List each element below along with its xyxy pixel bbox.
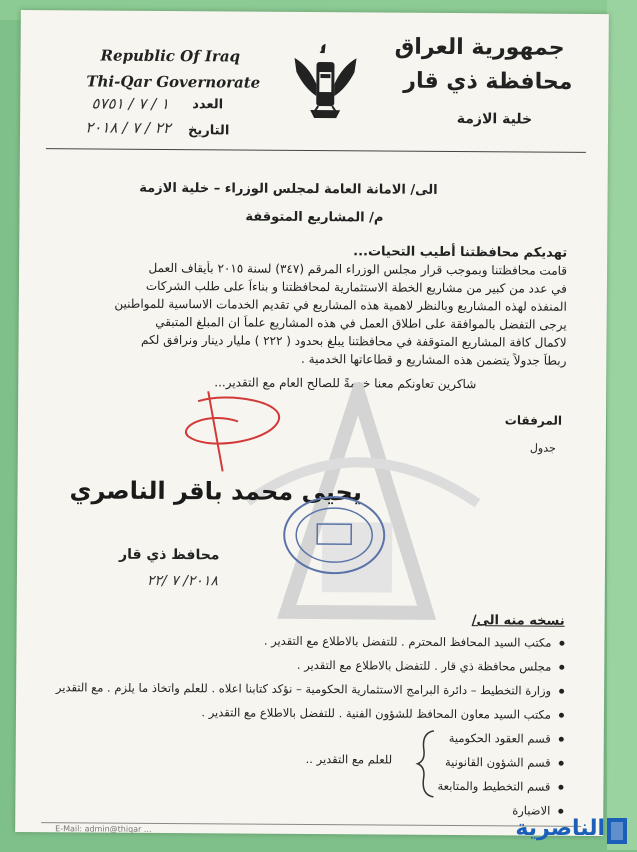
attachments-label: المرفقات — [504, 413, 563, 428]
body-line: في عدد من كبير من مشاريع الخطة الاستثمارية لمحافظتنا و بناءاً على طلب الشركات — [145, 278, 567, 296]
news-site-logo — [515, 814, 631, 848]
body-line: ربطاً جدولاً يتضمن هذه المشاريع و قطاعاتها الخدمية . — [301, 351, 567, 368]
header-en-governorate: Thi-Qar Governorate — [86, 72, 261, 92]
letter-subject: م/ المشاريع المتوقفة — [245, 209, 384, 226]
body-line: يرجى التفضل بالموافقة على اطلاق العمل في هذه المشاريع علماً ان المبلغ المتبقي — [155, 314, 567, 332]
iraq-eagle-emblem-icon — [290, 38, 361, 128]
copy-group-item: الاضبارة — [512, 803, 563, 817]
copy-group-item: قسم الشؤون القانونية — [445, 755, 564, 770]
footer-email: E-Mail: admin@thiqar ... — [55, 824, 152, 834]
document-page — [15, 10, 609, 836]
copies-heading: نسخه منه الى/ — [471, 613, 565, 629]
header-ar-governorate: محافظة ذي قار — [403, 68, 573, 95]
signature-date: ٢٠١٨/ ٧ /٢٢ — [146, 572, 218, 590]
copy-group-item: قسم التخطيط والمتابعة — [437, 779, 563, 794]
body-line: المنفذه لهذه المشاريع وبالنظر لاهمية هذه المشاريع في تقديم الخدمات الاساسية للمواطنين — [114, 296, 567, 314]
number-label: العدد — [192, 97, 224, 113]
copy-recipient-item: مكتب السيد معاون المحافظ للشؤون الفنية . للتفضل بالاطلاع مع التقدير . — [201, 705, 564, 722]
body-line: لاكمال كافة المشاريع المتوقفة في محافظتنا يبلغ بحدود ( ٢٢٢ ) مليار دينار ونرافق لكم — [140, 332, 567, 350]
brace-icon — [413, 729, 439, 799]
folder-background-right — [607, 0, 637, 850]
header-ar-country: جمهورية العراق — [394, 34, 565, 61]
date-label: التاريخ — [187, 123, 230, 139]
copy-group-item: قسم العقود الحكومية — [449, 731, 564, 746]
date-value: ٢٢ / ٧ / ٢٠١٨ — [85, 118, 171, 138]
copy-recipient-item: وزارة التخطيط – دائرة البرامج الاستثمارية الحكومية – نؤكد كتابنا اعلاه . للعلم واتخاذ ما يلزم . مع التقدير — [56, 680, 564, 698]
letter-greeting: تهديكم محافظتنا أطيب التحيات... — [353, 244, 568, 261]
copy-recipient-item: مكتب السيد المحافظ المحترم . للتفضل بالاطلاع مع التقدير . — [264, 634, 565, 650]
news-site-logo-text: الناصرية — [515, 816, 605, 841]
letter-recipient: الى/ الامانة العامة لمجلس الوزراء – خلية الازمة — [139, 180, 438, 198]
letter-closing: شاكرين تعاونكم معنا خدمةً للصالح العام مع التقدير... — [214, 375, 477, 392]
signature-name: يحيى محمد باقر الناصري — [69, 476, 363, 507]
signature-title: محافظ ذي قار — [119, 546, 220, 564]
attachment-item: جدول — [529, 441, 556, 455]
body-line: قامت محافظتنا وبموجب قرار مجلس الوزراء المرقم (٣٤٧) لسنة ٢٠١٥ بأيقاف العمل — [148, 260, 568, 278]
red-pen-mark-icon — [168, 381, 299, 482]
copy-group-note: للعلم مع التقدير .. — [305, 751, 393, 767]
number-value: ١ / ٧ / ٥٧٥١ — [91, 94, 170, 113]
copy-recipient-item: مجلس محافظة ذي قار . للتفضل بالاطلاع مع التقدير . — [297, 658, 564, 674]
header-en-country: Republic Of Iraq — [100, 46, 241, 66]
header-divider — [46, 148, 586, 153]
official-stamp-icon — [279, 490, 390, 581]
header-ar-unit: خلية الازمة — [456, 111, 533, 128]
